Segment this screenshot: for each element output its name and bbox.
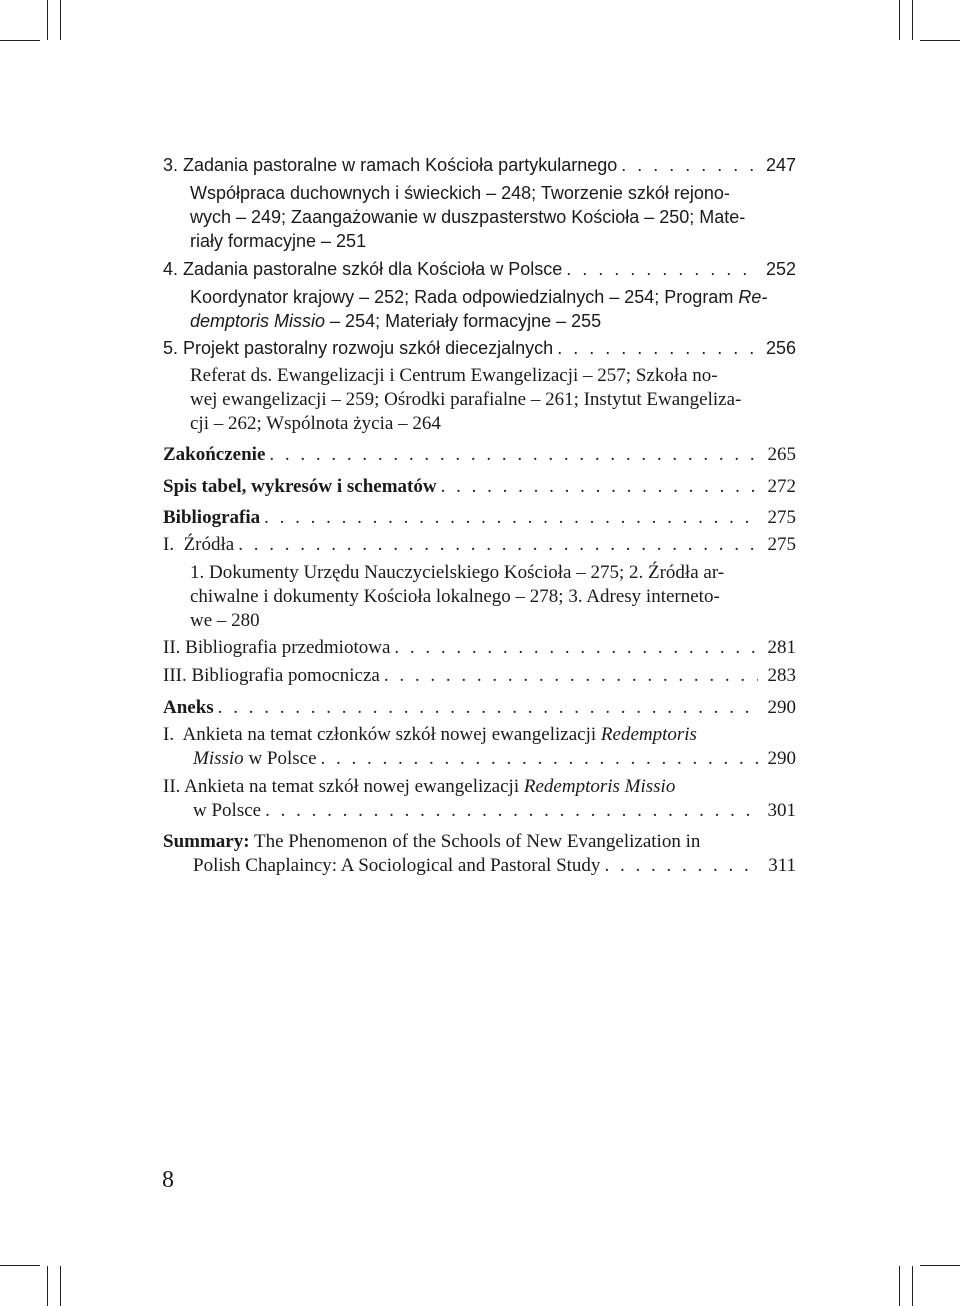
toc-leader-dots — [238, 533, 758, 557]
toc-entry-page: 301 — [767, 800, 796, 821]
toc-entry-description: Współpraca duchownych i świeckich – 248; Tworzenie szkół rejono- — [190, 183, 730, 203]
toc-entry-label: 4. Zadania pastoralne szkół dla Kościoła w Polsce — [163, 259, 563, 279]
page-number: 8 — [162, 1167, 174, 1193]
toc-entry-description — [190, 309, 823, 333]
toc-leader-dots — [621, 153, 758, 177]
toc-entry-description: riały formacyjne – 251 — [190, 231, 367, 251]
toc-entry — [193, 799, 796, 823]
toc-leader-dots — [384, 664, 758, 688]
crop-mark — [47, 0, 48, 40]
crop-mark — [920, 40, 960, 41]
toc-entry — [163, 696, 796, 720]
toc-entry-label: Spis tabel, wykresów i schematów — [163, 476, 437, 497]
toc-entry-description: chiwalne i dokumenty Kościoła lokalnego – 278; 3. Adresy interneto- — [190, 586, 720, 607]
crop-mark — [920, 1265, 960, 1266]
toc-leader-dots — [566, 257, 758, 281]
crop-mark — [0, 1265, 40, 1266]
toc-entry-page: 283 — [767, 665, 796, 686]
crop-mark — [0, 40, 40, 41]
toc-entry-page: 256 — [765, 338, 796, 358]
toc-entry-label: II. Bibliografia przedmiotowa — [163, 637, 391, 658]
toc-entry-page: 290 — [767, 697, 796, 718]
toc-entry-description: 1. Dokumenty Urzędu Nauczycielskiego Kościoła – 275; 2. Źródła ar- — [190, 562, 725, 583]
italic-title: Redemptoris — [600, 724, 697, 745]
crop-mark — [60, 1266, 61, 1306]
toc-entry — [163, 153, 796, 177]
crop-mark — [912, 0, 913, 40]
toc-entry-label: w Polsce — [193, 800, 262, 821]
toc-entry-label: Bibliografia — [163, 507, 261, 528]
toc-entry-description: wych – 249; Zaangażowanie w duszpasterstwo Kościoła – 250; Mate- — [190, 207, 746, 227]
crop-mark — [60, 0, 61, 40]
toc-leader-dots — [218, 696, 758, 720]
toc-entry — [193, 747, 796, 771]
toc-entry-label: Polish Chaplaincy: A Sociological and Pastoral Study — [193, 855, 601, 876]
toc-leader-dots — [321, 747, 758, 771]
toc-entry — [163, 443, 796, 467]
toc-entry-label-text: w Polsce — [243, 748, 317, 769]
toc-entry-label — [163, 723, 796, 747]
toc-entry — [163, 506, 796, 530]
toc-entry-page: 275 — [767, 534, 796, 555]
toc-entry-label — [193, 747, 317, 771]
toc-entry-description: Referat ds. Ewangelizacji i Centrum Ewangelizacji – 257; Szkoła no- — [190, 365, 718, 386]
toc-entry-page: 252 — [765, 259, 796, 279]
toc-entry-label — [163, 775, 796, 799]
toc-entry-label — [163, 830, 796, 854]
toc-entry-page: 290 — [767, 748, 796, 769]
toc-leader-dots — [604, 854, 758, 878]
italic-title: demptoris Missio — [190, 311, 326, 331]
toc-entry-page: 311 — [768, 855, 796, 876]
crop-mark — [912, 1266, 913, 1306]
toc-entry-description — [190, 285, 782, 309]
toc-leader-dots — [441, 475, 758, 499]
toc-entry-label-text: The Phenomenon of the Schools of New Evangelization in — [249, 831, 701, 852]
toc-leader-dots — [264, 506, 758, 530]
toc-entry — [163, 533, 796, 557]
toc-entry-description: cji – 262; Wspólnota życia – 264 — [190, 413, 441, 434]
toc-leader-dots — [269, 443, 758, 467]
crop-mark — [899, 1266, 900, 1306]
toc-entry — [163, 664, 796, 688]
toc-entry-description: wej ewangelizacji – 259; Ośrodki parafialne – 261; Instytut Ewangeliza- — [190, 389, 742, 410]
toc-leader-dots — [265, 799, 758, 823]
toc-entry-page: 265 — [767, 444, 796, 465]
toc-entry-label: III. Bibliografia pomocnicza — [163, 665, 380, 686]
toc-entry — [163, 336, 796, 360]
toc-entry — [193, 854, 796, 878]
toc-leader-dots — [394, 636, 758, 660]
toc-entry-label-text: I. Ankieta na temat członków szkół nowej ewangelizacji — [163, 724, 601, 745]
toc-entry — [163, 636, 796, 660]
italic-title: Redemptoris Missio — [523, 776, 676, 797]
italic-title: Re- — [738, 287, 768, 307]
toc-entry — [163, 475, 796, 499]
toc-entry-page: 281 — [767, 637, 796, 658]
description-text: – 254; Materiały formacyjne – 255 — [325, 311, 602, 331]
toc-entry-page: 275 — [767, 507, 796, 528]
crop-mark — [899, 0, 900, 40]
toc-entry-description: we – 280 — [190, 610, 260, 631]
toc-entry-page: 272 — [767, 476, 796, 497]
summary-label: Summary: — [163, 831, 250, 852]
toc-entry-label: 3. Zadania pastoralne w ramach Kościoła partykularnego — [163, 155, 618, 175]
toc-entry-label: 5. Projekt pastoralny rozwoju szkół diecezjalnych — [163, 338, 554, 358]
crop-mark — [47, 1266, 48, 1306]
description-text: Koordynator krajowy – 252; Rada odpowiedzialnych – 254; Program — [190, 287, 739, 307]
toc-entry-label: I. Źródła — [163, 534, 235, 555]
italic-title: Missio — [193, 748, 244, 769]
toc-entry-label: Aneks — [163, 697, 214, 718]
toc-entry-page: 247 — [765, 155, 796, 175]
toc-leader-dots — [557, 336, 758, 360]
toc-entry-label-text: II. Ankieta na temat szkół nowej ewangelizacji — [163, 776, 524, 797]
toc-entry-label: Zakończenie — [163, 444, 266, 465]
toc-entry — [163, 257, 796, 281]
